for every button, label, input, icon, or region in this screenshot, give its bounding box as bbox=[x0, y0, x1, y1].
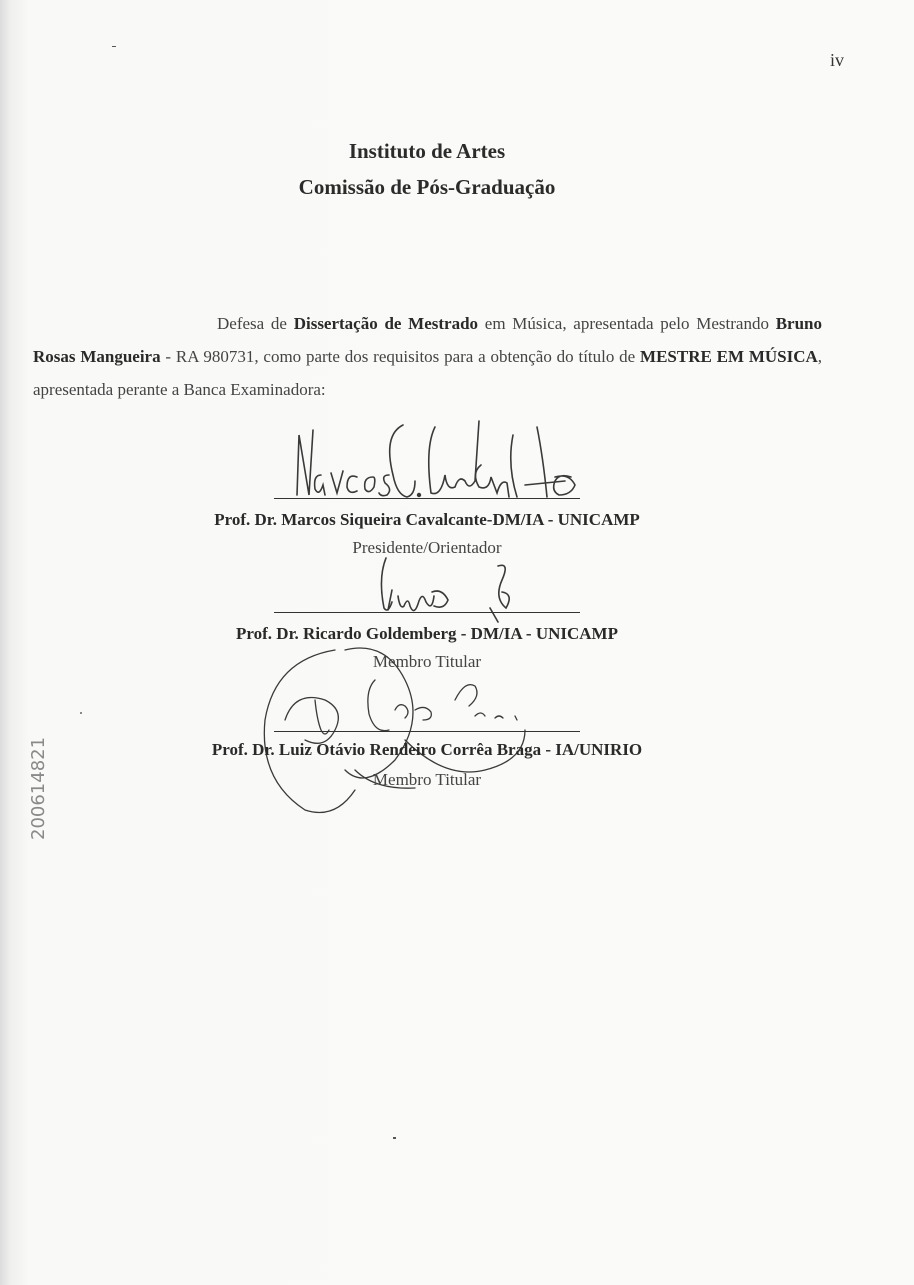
defense-statement bbox=[33, 307, 822, 406]
handwritten-stamp-number bbox=[14, 700, 54, 850]
degree-title: MESTRE EM MÚSICA bbox=[640, 347, 818, 366]
statement-bold-text: Dissertação de Mestrado bbox=[293, 314, 479, 333]
stray-mark bbox=[112, 46, 116, 47]
statement-text: em Música, apresentada pelo Mestrando bbox=[478, 314, 776, 333]
committee-member-role: Membro Titular bbox=[372, 770, 482, 789]
signature-ricardo-goldemberg bbox=[370, 548, 530, 628]
stray-dot bbox=[80, 712, 82, 714]
signature-line bbox=[274, 731, 580, 732]
committee-member-role: Presidente/Orientador bbox=[352, 538, 502, 557]
statement-text: - RA 980731, como parte dos requisitos para a obtenção do título de bbox=[160, 347, 641, 366]
stray-dot bbox=[393, 1137, 396, 1139]
page-number: iv bbox=[830, 50, 845, 70]
statement-text: Defesa de bbox=[217, 314, 294, 333]
committee-member-name: Prof. Dr. Ricardo Goldemberg - DM/IA - UNICAMP bbox=[236, 624, 618, 643]
signature-marcos-cavalcante bbox=[285, 415, 595, 505]
signature-line bbox=[274, 498, 580, 499]
committee-member-name: Prof. Dr. Luiz Otávio Rendeiro Corrêa Braga - IA/UNIRIO bbox=[211, 740, 643, 759]
statement-text: , apresentada perante a Banca Examinadora: bbox=[33, 347, 823, 399]
candidate-name: Bruno Rosas Mangueira bbox=[33, 314, 822, 366]
committee-title: Comissão de Pós-Graduação bbox=[298, 175, 556, 199]
institution-header bbox=[0, 133, 854, 205]
institute-title: Instituto de Artes bbox=[348, 139, 506, 163]
stamp-text: 200614821 bbox=[28, 736, 49, 840]
signature-line bbox=[274, 612, 580, 613]
committee-member-name: Prof. Dr. Marcos Siqueira Cavalcante-DM/IA - UNICAMP bbox=[214, 510, 640, 529]
committee-member-role: Membro Titular bbox=[372, 652, 482, 671]
